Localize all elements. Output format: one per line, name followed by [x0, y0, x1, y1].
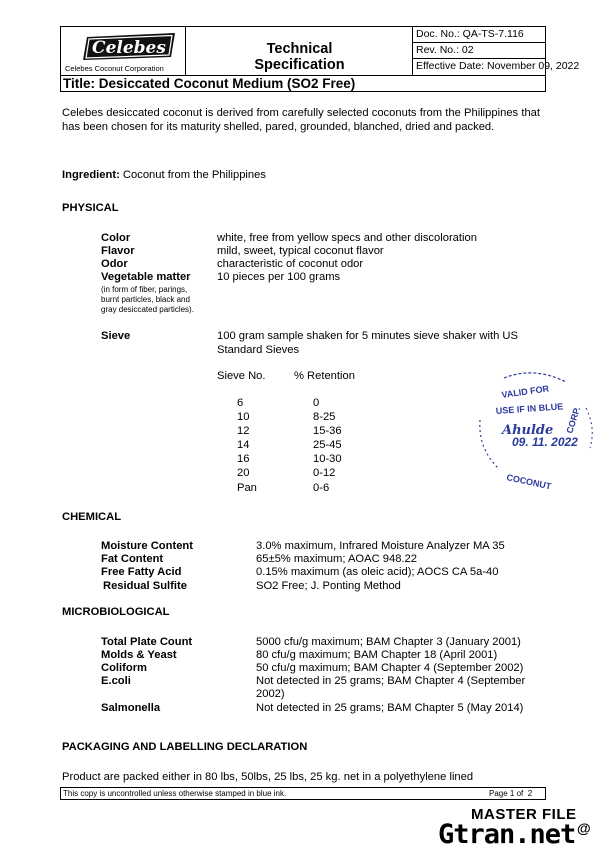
- sieve-retention: 15-36: [313, 425, 342, 437]
- fat-value: 65±5% maximum; AOAC 948.22: [256, 553, 417, 565]
- micro-heading: MICROBIOLOGICAL: [62, 606, 170, 618]
- uncontrolled-note: This copy is uncontrolled unless otherwise stamped in blue ink.: [63, 789, 287, 798]
- spec-title-line2: Specification: [254, 57, 345, 73]
- watermark-at: @: [577, 820, 591, 836]
- vegetable-note-line1: (in form of fiber, parings,: [101, 285, 188, 294]
- sieve-label: Sieve: [101, 330, 131, 342]
- tpc-value: 5000 cfu/g maximum; BAM Chapter 3 (January 2001): [256, 636, 521, 648]
- physical-heading: PHYSICAL: [62, 202, 119, 214]
- document-title: Title: Desiccated Coconut Medium (SO2 Free): [61, 75, 545, 92]
- ecoli-value: Not detected in 25 grams; BAM Chapter 4 (September: [256, 675, 526, 687]
- ecoli-value-cont: 2002): [256, 688, 285, 700]
- sieve-retention: 0: [313, 397, 320, 409]
- sieve-no: 16: [237, 453, 250, 465]
- flavor-label: Flavor: [101, 245, 135, 257]
- doc-meta-cell: [413, 27, 580, 75]
- stamp-line1: VALID FOR: [500, 383, 550, 400]
- salmonella-value: Not detected in 25 grams; BAM Chapter 5 (May 2014): [256, 702, 524, 714]
- vegetable-matter-note: [101, 285, 194, 315]
- spec-title-cell: [186, 27, 413, 75]
- ingredient-value: Coconut from the Philippines: [122, 169, 266, 181]
- odor-label: Odor: [101, 258, 128, 270]
- sulfite-label: Residual Sulfite: [103, 580, 187, 592]
- stamp-ring-right: CORP.: [564, 405, 583, 435]
- ffa-value: 0.15% maximum (as oleic acid); AOCS CA 5a-40: [256, 566, 499, 578]
- vegetable-matter-label: Vegetable matter: [101, 271, 191, 283]
- sieve-no: 6: [237, 397, 244, 409]
- stamp-date: 09. 11. 2022: [512, 435, 578, 449]
- logo-text: Celebes: [92, 38, 166, 58]
- sieve-retention: 10-30: [313, 453, 342, 465]
- stamp-line2: USE IF IN BLUE: [495, 401, 564, 416]
- watermark-master-file: MASTER FILE: [471, 806, 577, 823]
- vegetable-matter-value: 10 pieces per 100 grams: [217, 271, 341, 283]
- salmonella-label: Salmonella: [101, 702, 161, 714]
- molds-label: Molds & Yeast: [101, 649, 177, 661]
- ffa-label: Free Fatty Acid: [101, 566, 182, 578]
- color-label: Color: [101, 232, 131, 244]
- moisture-label: Moisture Content: [101, 540, 193, 552]
- sieve-no: 12: [237, 425, 250, 437]
- sieve-no: 20: [237, 467, 250, 479]
- sieve-retention: 8-25: [313, 411, 336, 423]
- intro-paragraph: Celebes desiccated coconut is derived from carefully selected coconuts from the Philippines that has been chosen for its maturity shelled, pared, grounded, blanched, dried and packed.: [62, 107, 540, 133]
- coliform-value: 50 cfu/g maximum; BAM Chapter 4 (September 2002): [256, 662, 524, 674]
- spec-title: [186, 41, 413, 73]
- stamp-ring-bottom: COCONUT: [505, 472, 553, 492]
- vegetable-note-line2: burnt particles, black and: [101, 295, 190, 304]
- ingredient-label: Ingredient:: [62, 169, 120, 181]
- sulfite-value: SO2 Free; J. Ponting Method: [256, 580, 401, 592]
- sieve-desc-line2: Standard Sieves: [217, 344, 300, 356]
- validation-stamp: [468, 368, 600, 498]
- fat-label: Fat Content: [101, 553, 164, 565]
- sieve-no: 10: [237, 411, 250, 423]
- spec-title-line1: Technical: [266, 41, 333, 57]
- logo-cell: [61, 27, 186, 75]
- packaging-heading: PACKAGING AND LABELLING DECLARATION: [62, 741, 308, 753]
- page-number: Page 1 of 2: [489, 789, 533, 798]
- packaging-text: Product are packed either in 80 lbs, 50lbs, 25 lbs, 25 kg. net in a polyethylene lined: [62, 771, 474, 783]
- sieve-retention: 0-12: [313, 467, 336, 479]
- sieve-desc-line1: 100 gram sample shaken for 5 minutes sieve shaker with US: [217, 330, 518, 342]
- watermark-gtran: Gtran.net: [438, 819, 576, 850]
- footer: [60, 787, 546, 800]
- molds-value: 80 cfu/g maximum; BAM Chapter 18 (April 2001): [256, 649, 498, 661]
- revision-number: Rev. No.: 02: [413, 43, 545, 59]
- flavor-value: mild, sweet, typical coconut flavor: [217, 245, 384, 257]
- sieve-retention: 25-45: [313, 439, 342, 451]
- sieve-no: 14: [237, 439, 250, 451]
- odor-value: characteristic of coconut odor: [217, 258, 364, 270]
- corporation-name: Celebes Coconut Corporation: [65, 64, 164, 73]
- color-value: white, free from yellow specs and other discoloration: [217, 232, 477, 244]
- chemical-heading: CHEMICAL: [62, 511, 122, 523]
- ingredient-line: [62, 169, 266, 181]
- sieve-retention: 0-6: [313, 482, 330, 494]
- doc-number: Doc. No.: QA-TS-7.116: [413, 27, 545, 43]
- tpc-label: Total Plate Count: [101, 636, 193, 648]
- moisture-value: 3.0% maximum, Infrared Moisture Analyzer MA 35: [256, 540, 505, 552]
- celebes-logo: [83, 31, 177, 61]
- stamp-signature: Ahulde: [502, 423, 554, 438]
- coliform-label: Coliform: [101, 662, 147, 674]
- ecoli-label: E.coli: [101, 675, 131, 687]
- effective-date: Effective Date: November 09, 2022: [416, 60, 580, 72]
- sieve-no: Pan: [237, 482, 257, 494]
- sieve-col-retention: % Retention: [294, 370, 355, 382]
- header-table: [60, 26, 580, 92]
- vegetable-note-line3: gray desiccated particles).: [101, 305, 194, 314]
- sieve-col-no: Sieve No.: [217, 370, 266, 382]
